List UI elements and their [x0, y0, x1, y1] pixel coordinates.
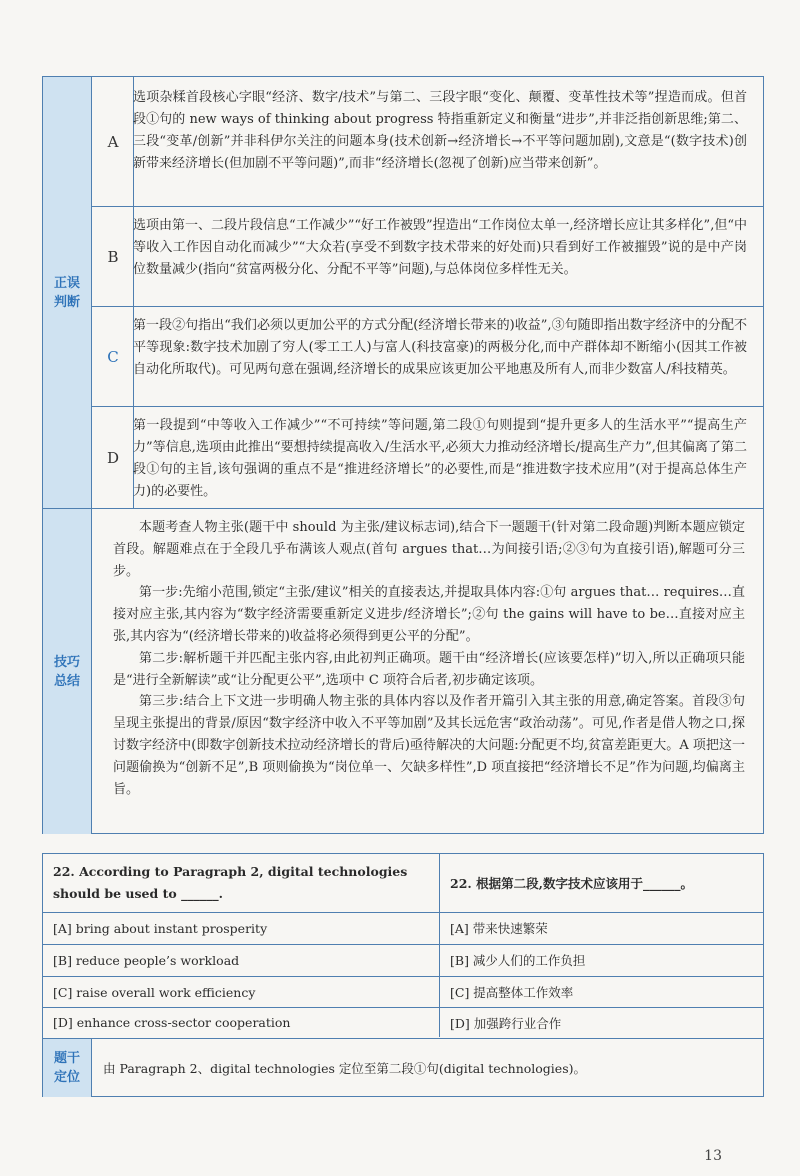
locate-text: 由 Paragraph 2、digital technologies 定位至第二段①句(digital technologies)。	[103, 1061, 586, 1076]
option-zh: [B] 减少人们的工作负担	[450, 953, 586, 968]
question-stem-zh: 22. 根据第二段,数字技术应该用于______。	[450, 876, 693, 891]
tip-paragraph: 第一步:先缩小范围,锁定“主张/建议”相关的直接表达,并提取具体内容:①句 argues that… requires…直接对应主张,其内容为“数字经济需要重新定义进步/经济增长”;②句 the gains will have to be…直接对应主张,其内容为“(经济增长带来的)收益将必须得到更公平的分配”。	[113, 585, 745, 644]
page-number: 13	[704, 1148, 722, 1164]
tip-paragraph: 第三步:结合上下文进一步明确人物主张的具体内容以及作者开篇引入其主张的用意,确定答案。首段③句呈现主张提出的背景/原因“数字经济中收入不平等加剧”及其长远危害“政治动荡”。可见,作者是借人物之口,探讨数字经济中(即数字创新技术拉动经济增长的背后)亟待解决的大问题:分配更不均,贫富差距更大。A 项把这一问题偷换为“创新不足”,B 项则偷换为“岗位单一、欠缺多样性”,D 项直接把“经济增长不足”作为问题,均偏离主旨。	[113, 694, 745, 797]
option-b-analysis: 选项由第一、二段片段信息“工作减少”“好工作被毁”捏造出“工作岗位太单一,经济增长应让其多样化”,但“中等收入工作因自动化而减少”“大众若(享受不到数字技术带来的好处而)只看到好工作被摧毁”说的是中产岗位数量减少(指向“贫富两极分化、分配不平等”问题),与总体岗位多样性无关。	[133, 218, 747, 277]
option-en: [D] enhance cross-sector cooperation	[53, 1015, 291, 1030]
option-letter-b: B	[107, 247, 119, 266]
tips-label: 技巧总结	[43, 509, 91, 834]
tips-content	[99, 517, 757, 800]
option-zh: [C] 提高整体工作效率	[450, 985, 574, 1000]
question-stem-en: 22. According to Paragraph 2, digital technologies should be used to ______.	[53, 864, 408, 901]
option-letter-c: C	[107, 347, 119, 366]
option-en: [C] raise overall work efficiency	[53, 984, 256, 1000]
option-letter-a: A	[107, 132, 119, 151]
option-en: [B] reduce people’s workload	[53, 952, 240, 968]
option-d-analysis: 第一段提到“中等收入工作减少”“不可持续”等问题,第二段①句则提到“提升更多人的生活水平”“提高生产力”等信息,选项由此推出“要想持续提高收入/生活水平,必须大力推动经济增长/提高生产力”,但其偏离了第二段①句的主旨,该句强调的重点不是“推进经济增长”的必要性,而是“推进数字技术应用”(对于提高总体生产力)的必要性。	[133, 418, 747, 499]
option-zh: [A] 带来快速繁荣	[450, 921, 548, 936]
option-zh: [D] 加强跨行业合作	[450, 1015, 562, 1031]
option-a-analysis: 选项杂糅首段核心字眼“经济、数字/技术”与第二、三段字眼“变化、颠覆、变革性技术等”捏造而成。但首段①句的 new ways of thinking about progress 特指重新定义和衡量“进步”,并非泛指创新思维;第二、三段“变革/创新”并非科伊尔关注的问题本身(技术创新→经济增长→不平等问题加剧),文意是“(数字技术)创新带来经济增长(但加剧不平等问题)”,而非“经济增长(忽视了创新)应当带来创新”。	[133, 90, 747, 171]
tip-paragraph: 第二步:解析题干并匹配主张内容,由此初判正确项。题干由“经济增长(应该要怎样)”切入,所以正确项只能是“进行全新解读”或“让分配更公平”,选项中 C 项符合后者,初步确定该项。	[113, 650, 745, 688]
option-en: [A] bring about instant prosperity	[53, 920, 268, 936]
question-table	[42, 853, 764, 1097]
tip-paragraph: 本题考查人物主张(题干中 should 为主张/建议标志词),结合下一题题干(针对第二段命题)判断本题应锁定首段。解题难点在于全段几乎布满该人观点(首句 argues that…为间接引语;②③句为直接引语),解题可分三步。	[113, 520, 745, 579]
option-c-analysis: 第一段②句指出“我们必须以更加公平的方式分配(经济增长带来的)收益”,③句随即指出数字经济中的分配不平等现象:数字技术加剧了穷人(零工工人)与富人(科技富豪)的两极分化,而中产群体却不断缩小(因其工作被自动化所取代)。可见两句意在强调,经济增长的成果应该更加公平地惠及所有人,而非少数富人/科技精英。	[133, 318, 747, 377]
analysis-table	[42, 76, 764, 834]
locate-label: 题干定位	[43, 1039, 91, 1097]
judgment-label: 正误判断	[43, 77, 91, 508]
option-letter-d: D	[106, 448, 120, 467]
